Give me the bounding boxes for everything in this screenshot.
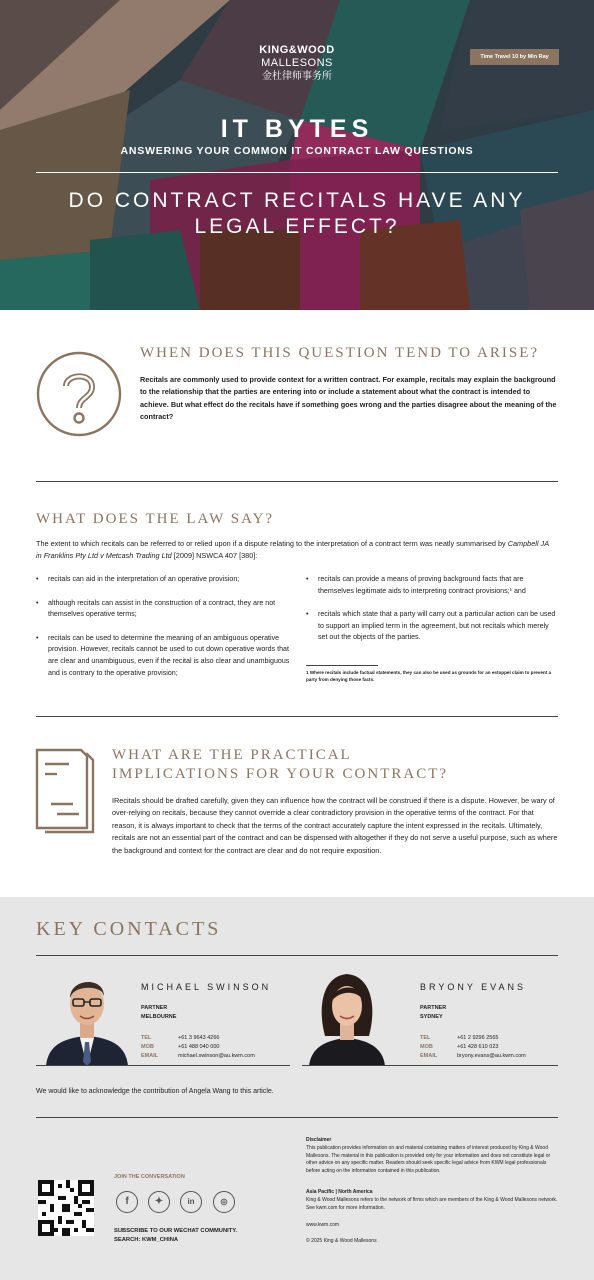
section-divider bbox=[36, 481, 558, 482]
law-intro-text: The extent to which recitals can be referred to or relied upon if a dispute relating to the interpretation of a contract term was neatly summarised by bbox=[36, 539, 508, 548]
section-body-implications: IRecitals should be drafted carefully, given they can influence how the contract will be construed if there is a dispute. However, be wary of over-relying on recitals, because they cannot override a clear contradictory provision in the operative terms of the contract. For that reason, it is always important to check that the terms of the contract accurately capture the intent expressed in the recitals. Ultimately, recitals are not an essential part of the contract and can be dispensed with altogether if they do not serve a useful purpose, such as where the background and context for the contract are clear and do not require exposition. bbox=[112, 796, 558, 855]
contact-tel[interactable]: +61 3 9643 4266 bbox=[178, 1035, 220, 1041]
region-text: King & Wood Mallesons refers to the network of firms which are members of the King & Wood Mallesons network. See kwm.com for more information. bbox=[306, 1197, 558, 1211]
tel-label: TEL bbox=[420, 1035, 431, 1041]
main-question-line-1: DO CONTRACT RECITALS HAVE ANY bbox=[68, 189, 526, 212]
section-divider bbox=[36, 716, 558, 717]
subscribe-line-2: SEARCH: KWM_CHINA bbox=[114, 1237, 179, 1243]
acknowledgement: We would like to acknowledge the contribution of Angela Wang to this article. bbox=[36, 1088, 274, 1095]
contact-role: PARTNER bbox=[141, 1005, 168, 1011]
law-bullets-left bbox=[36, 574, 296, 679]
question-mark-icon bbox=[35, 350, 123, 438]
contact-city: SYDNEY bbox=[420, 1014, 443, 1020]
footnote: 1 Where recitals include factual statements, they can also be used as grounds for an estoppel claim to prevent a party from denying those facts. bbox=[306, 670, 552, 682]
contact-tel[interactable]: +61 2 9296 2565 bbox=[457, 1035, 499, 1041]
mob-label: MOB bbox=[420, 1044, 433, 1050]
contact-mob[interactable]: +61 488 040 000 bbox=[178, 1044, 220, 1050]
section-heading-implications bbox=[112, 746, 552, 784]
twitter-icon[interactable]: ✦ bbox=[148, 1191, 170, 1213]
section-body-when: Recitals are commonly used to provide context for a written contract. For example, recitals may explain the background to the relationship that the parties are entering into or include a statement about what the contract is intended to achieve. But what effect do the recitals have if something goes wrong and the parties disagree about the meaning of the contract? bbox=[140, 375, 557, 422]
contact-city: MELBOURNE bbox=[141, 1014, 177, 1020]
contact-email[interactable]: bryony.evans@au.kwm.com bbox=[457, 1053, 526, 1059]
list-item: • recitals can provide a means of proving background facts that are themselves legitimate aids to interpreting contract provisions;¹ and bbox=[306, 574, 558, 597]
wechat-subscribe bbox=[114, 1227, 237, 1245]
main-question-line-2: LEGAL EFFECT? bbox=[194, 215, 400, 238]
hero-divider bbox=[36, 172, 558, 173]
website-link[interactable]: www.kwm.com bbox=[306, 1222, 340, 1228]
main-question bbox=[40, 188, 554, 240]
section-heading-when: WHEN DOES THIS QUESTION TEND TO ARISE? bbox=[140, 345, 540, 361]
michael-swinson-photo bbox=[44, 966, 130, 1066]
email-label: EMAIL bbox=[141, 1053, 159, 1059]
footnote-rule bbox=[306, 665, 378, 666]
logo-line-3: 金杜律师事务所 bbox=[262, 71, 332, 82]
section-heading-law: WHAT DOES THE LAW SAY? bbox=[36, 511, 275, 527]
document-icon bbox=[35, 748, 97, 834]
section-heading-implications-line-1: WHAT ARE THE PRACTICAL bbox=[112, 747, 352, 763]
bryony-evans-photo bbox=[307, 966, 387, 1066]
contact-name: BRYONY EVANS bbox=[420, 982, 527, 992]
disclaimer-title: Disclaimer bbox=[306, 1137, 332, 1143]
join-conversation-label: JOIN THE CONVERSATION bbox=[114, 1174, 185, 1180]
page-title: IT BYTES bbox=[220, 115, 374, 143]
list-item: • recitals can aid in the interpretation of an operative provision; bbox=[36, 574, 296, 586]
law-intro bbox=[36, 538, 556, 563]
article-badge: Time Travel 10 by Min Ray bbox=[470, 49, 559, 65]
list-item: • although recitals can assist in the construction of a contract, they are not themselves operative terms; bbox=[36, 598, 296, 621]
tel-label: TEL bbox=[141, 1035, 152, 1041]
list-item: • recitals which state that a party will carry out a particular action can be used to support an implied term in the agreement, but not recitals which merely set out the objects of the parties. bbox=[306, 609, 558, 644]
subscribe-line-1: SUBSCRIBE TO OUR WECHAT COMMUNITY. bbox=[114, 1228, 238, 1234]
logo-line-2: MALLESONS bbox=[261, 57, 333, 69]
copyright: © 2025 King & Wood Mallesons bbox=[306, 1238, 377, 1244]
logo-line-1: KING&WOOD bbox=[259, 44, 335, 56]
key-contacts-heading: KEY CONTACTS bbox=[36, 918, 222, 940]
contact-mob[interactable]: +61 428 610 023 bbox=[457, 1044, 499, 1050]
contact-underline bbox=[36, 1065, 290, 1066]
contact-name: MICHAEL SWINSON bbox=[141, 982, 272, 992]
wechat-icon[interactable]: ◎ bbox=[213, 1191, 235, 1213]
law-intro-citation: [2009] NSWCA 407 [380]: bbox=[171, 551, 258, 561]
contact-role: PARTNER bbox=[420, 1005, 447, 1011]
region-title: Asia Pacific | North America bbox=[306, 1189, 373, 1195]
page-subtitle: ANSWERING YOUR COMMON IT CONTRACT LAW QUESTIONS bbox=[120, 145, 474, 157]
mob-label: MOB bbox=[141, 1044, 154, 1050]
wechat-qr-code[interactable] bbox=[38, 1180, 94, 1236]
contacts-divider bbox=[36, 955, 558, 956]
list-item: • recitals can be used to determine the meaning of an ambiguous operative provision. However, recitals cannot be used to cut down operative words that are clear and unambiguous, even if the recital is also clear and unambiguous and is contrary to the operative provision; bbox=[36, 633, 296, 679]
linkedin-icon[interactable]: in bbox=[180, 1191, 202, 1213]
footer-divider bbox=[36, 1117, 558, 1118]
contact-underline bbox=[302, 1065, 558, 1066]
contact-email[interactable]: michael.swinson@au.kwm.com bbox=[178, 1053, 255, 1059]
disclaimer-text: This publication provides information on and material containing matters of interest produced by King & Wood Mallesons. The material in this publication is provided only for your information and does not constitute legal or other advice on any specific matter. Readers should seek specific legal advice from KWM legal professionals before acting on the information contained in this publication. bbox=[306, 1145, 551, 1174]
case-citation: Campbell JA in Franklins Pty Ltd v Metcash Trading Ltd bbox=[36, 539, 549, 561]
law-bullets-right bbox=[306, 574, 558, 644]
email-label: EMAIL bbox=[420, 1053, 438, 1059]
facebook-icon[interactable]: f bbox=[116, 1191, 138, 1213]
section-heading-implications-line-2: IMPLICATIONS FOR YOUR CONTRACT? bbox=[112, 766, 449, 782]
